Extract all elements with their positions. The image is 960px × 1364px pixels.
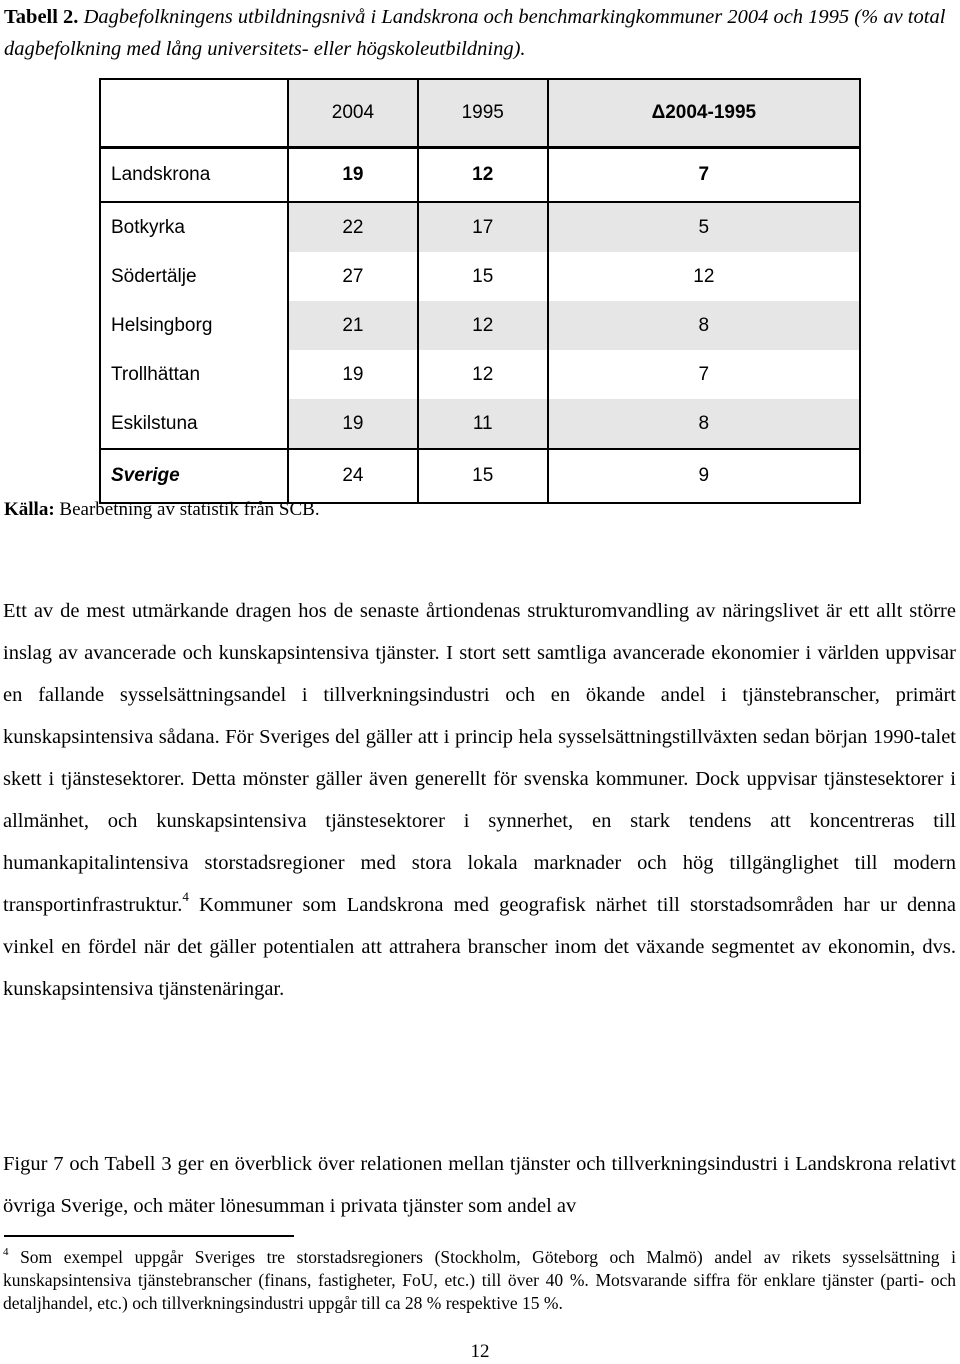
row-name: Sverige xyxy=(100,449,288,503)
table-row xyxy=(100,148,860,203)
table-row xyxy=(100,350,860,399)
cell-delta: 8 xyxy=(548,301,860,350)
cell-delta: 7 xyxy=(548,350,860,399)
paragraph-text-cont: Kommuner som Landskrona med geografisk närhet till storstadsområden har ur denna vinkel en fördel när det gäller potentialen att attrahera branscher inom det växande segmentet av ekonomin, dvs. kunskapsintensiva tjänstenäringar. xyxy=(3,894,956,1000)
caption-label: Tabell 2. xyxy=(4,6,79,28)
education-table xyxy=(99,78,861,504)
footnote-number: 4 xyxy=(3,1246,9,1258)
table-row xyxy=(100,252,860,301)
cell-2004: 19 xyxy=(288,399,418,449)
cell-1995: 12 xyxy=(418,350,548,399)
page-number: 12 xyxy=(470,1341,490,1362)
header-blank xyxy=(100,79,288,148)
cell-delta: 9 xyxy=(548,449,860,503)
cell-delta: 5 xyxy=(548,202,860,252)
table-header-row xyxy=(100,79,860,148)
cell-2004: 27 xyxy=(288,252,418,301)
cell-1995: 12 xyxy=(418,148,548,203)
header-1995: 1995 xyxy=(418,79,548,148)
table-row xyxy=(100,399,860,449)
row-name: Södertälje xyxy=(100,252,288,301)
cell-1995: 11 xyxy=(418,399,548,449)
table-row xyxy=(100,301,860,350)
cell-delta: 8 xyxy=(548,399,860,449)
header-delta: Δ2004-1995 xyxy=(548,79,860,148)
table-caption xyxy=(4,1,954,65)
body-paragraph-2: Figur 7 och Tabell 3 ger en överblick över relationen mellan tjänster och tillverkningsindustri i Landskrona relativt övriga Sverige, och mäter lönesumman i privata tjänster som andel av xyxy=(3,1153,956,1217)
header-2004: 2004 xyxy=(288,79,418,148)
cell-2004: 22 xyxy=(288,202,418,252)
table-row-total xyxy=(100,449,860,503)
footnote-ref: 4 xyxy=(182,889,189,904)
row-name: Eskilstuna xyxy=(100,399,288,449)
body-paragraph xyxy=(3,590,956,1010)
cell-2004: 19 xyxy=(288,350,418,399)
footnote-text: Som exempel uppgår Sveriges tre storstadsregioners (Stockholm, Göteborg och Malmö) andel av rikets sysselsättning i kunskapsintensiva tjänstebranscher (finans, fastigheter, FoU, etc.) till över 40 %. Motsvarande siffra för enklare tjänster (parti- och detaljhandel, etc.) och tillverkningsindustri uppgår till ca 28 % respektive 15 %. xyxy=(3,1247,956,1313)
footnote-divider xyxy=(4,1235,294,1237)
row-name: Helsingborg xyxy=(100,301,288,350)
cell-1995: 15 xyxy=(418,252,548,301)
cell-delta: 7 xyxy=(548,148,860,203)
row-name: Trollhättan xyxy=(100,350,288,399)
cell-1995: 12 xyxy=(418,301,548,350)
cell-1995: 15 xyxy=(418,449,548,503)
cell-2004: 21 xyxy=(288,301,418,350)
source-label: Källa: xyxy=(4,499,55,520)
cell-delta: 12 xyxy=(548,252,860,301)
paragraph-text: Ett av de mest utmärkande dragen hos de senaste årtiondenas strukturomvandling av näringslivet är ett allt större inslag av avancerade och kunskapsintensiva tjänster. I stort sett samtliga avancerade ekonomier i världen uppvisar en fallande sysselsättningsandel i tillverkningsindustri och en ökande andel i tjänstebranscher, primärt kunskapsintensiva sådana. För Sveriges del gäller att i princip hela sysselsättningstillväxten sedan början 1990-talet skett i tjänstesektorer. Detta mönster gäller även generellt för svenska kommuner. Dock uppvisar tjänstesektorer i allmänhet, och kunskapsintensiva tjänstesektorer i synnerhet, en stark tendens att koncentreras till humankapitalintensiva storstadsregioner med stora lokala marknader och hög tillgänglighet till modern transportinfrastruktur. xyxy=(3,600,956,916)
row-name: Landskrona xyxy=(100,148,288,203)
source-text: Bearbetning av statistik från SCB. xyxy=(59,499,320,520)
cell-1995: 17 xyxy=(418,202,548,252)
caption-text: Dagbefolkningens utbildningsnivå i Landskrona och benchmarkingkommuner 2004 och 1995 (% av total dagbefolkning med lång universitets- eller högskoleutbildning). xyxy=(4,6,946,60)
table-row xyxy=(100,202,860,252)
footnote xyxy=(3,1246,956,1315)
table-source xyxy=(4,498,320,522)
row-name: Botkyrka xyxy=(100,202,288,252)
cell-2004: 19 xyxy=(288,148,418,203)
cell-2004: 24 xyxy=(288,449,418,503)
